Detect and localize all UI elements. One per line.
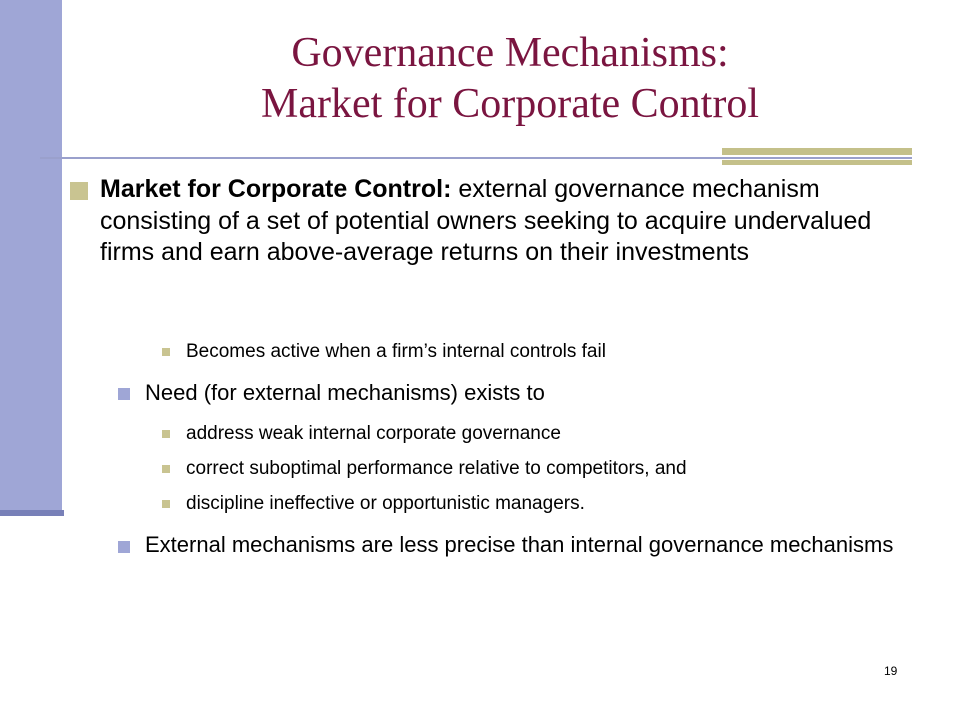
bullet-small-square-icon [162,430,170,438]
accent-bar-top [722,148,912,155]
slide-title [150,28,870,130]
bullet-square-icon [70,182,88,200]
title-line-2: Market for Corporate Control [260,81,760,127]
point-2: Need (for external mechanisms) exists to [145,380,545,405]
sub-point-2c: discipline ineffective or opportunistic managers. [186,493,585,514]
point-1-term: Market for Corporate Control: [100,175,452,203]
title-line-1: Governance Mechanisms: [291,30,729,76]
point-1-definition: external governance mechanism consisting of a set of potential owners seeking to acquire undervalued firms and earn above-average returns on their investments [100,175,872,266]
page-number: 19 [884,664,898,678]
title-divider [40,157,912,159]
bullet-small-square-icon [162,348,170,356]
point-3: External mechanisms are less precise than internal governance mechanisms [145,532,894,557]
bullet-square-icon [118,388,130,400]
sub-point-2b: correct suboptimal performance relative to competitors, and [186,458,687,479]
sub-point-1: Becomes active when a firm’s internal controls fail [186,341,606,362]
point-1 [100,174,920,269]
left-decor-bar [0,0,62,514]
bullet-small-square-icon [162,465,170,473]
sub-point-2a: address weak internal corporate governance [186,423,561,444]
bullet-small-square-icon [162,500,170,508]
left-decor-bar-edge [0,510,64,516]
bullet-square-icon [118,541,130,553]
accent-bar-bottom [722,160,912,165]
